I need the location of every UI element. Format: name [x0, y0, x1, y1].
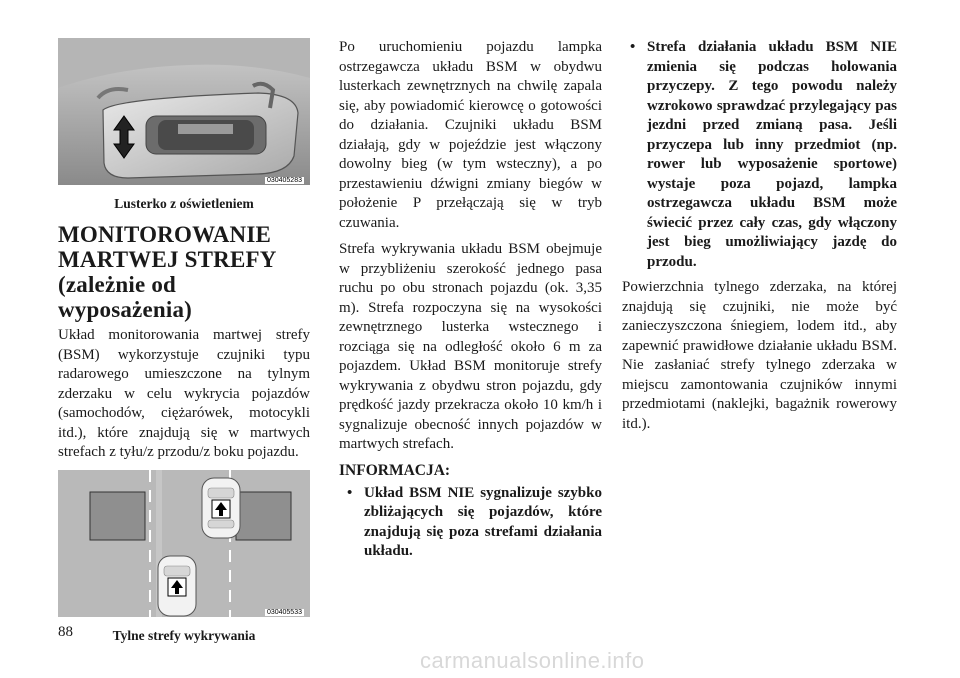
detection-zones-figure — [58, 470, 310, 622]
info-list-item-text: Układ BSM NIE sygnalizuje szybko zbliżających się pojazdów, które znajdują się poza strefami działania układu. — [364, 484, 602, 559]
section-title-line: MONITOROWANIE — [58, 222, 272, 247]
bullet-icon: • — [630, 39, 636, 55]
info-heading: INFORMACJA: — [339, 461, 451, 479]
vanity-mirror-figure — [58, 38, 310, 190]
bullet-icon: • — [347, 484, 353, 501]
info-list-item — [339, 484, 602, 562]
figure-caption: Tylne strefy wykrywania — [112, 627, 256, 643]
body-paragraph: Powierzchnia tylnego zderzaka, na której znajdują się czujniki, nie może być zanieczyszczona śniegiem, lodem itd., aby zapewnić prawidłowe działanie układu BSM. Nie zasłaniać strefy tylnego zderzaka w miejscu zamontowania czujników innymi przedmiotami (naklejki, bagażnik rowerowy itd.). — [622, 279, 897, 432]
left-column — [58, 38, 310, 654]
info-list — [339, 484, 602, 562]
vanity-mirror-illustration — [58, 38, 310, 185]
info-list-item — [622, 38, 897, 272]
right-column — [622, 38, 897, 441]
figure-code: 030405283 — [266, 177, 302, 184]
body-paragraph: Po uruchomieniu pojazdu lampka ostrzegawcza układu BSM w obydwu lusterkach zewnętrznych na chwilę zapala się, aby powiadomić kierowcę o gotowości do działania. Czujniki układu BSM działają, gdy w pojeździe jest włączony dowolny bieg (w tym wsteczny), a po przestawieniu dźwigni zmiany biegów w położenie P przełączają się w tryb czuwania. — [339, 39, 602, 231]
info-list — [622, 38, 897, 272]
detection-zones-illustration — [58, 470, 310, 617]
middle-column — [339, 38, 602, 568]
section-title-line: MARTWEJ STREFY — [58, 247, 277, 272]
section-title — [58, 222, 310, 322]
intro-paragraph: Układ monitorowania martwej strefy (BSM) wykorzystuje czujniki typu radarowego umieszczone na tylnym zderzaku w celu wykrycia pojazdów (samochodów, ciężarówek, motocykli itd.), które znajdują się w martwych strefach z tyłu/z przodu/z boku pojazdu. — [58, 327, 310, 460]
section-title-line: (zależnie od wyposażenia) — [58, 272, 193, 322]
info-list-item-text: Strefa działania układu BSM NIE zmienia się podczas holowania przyczepy. Z tego powodu należy wzrokowo sprawdzać przylegający pas jezdni przed zmianą pasa. Jeśli przyczepa lub inny przedmiot (np. rower lub wyposażenie sportowe) wystaje poza pojazd, lampka ostrzegawcza układu BSM może świecić przez cały czas, gdy włączony jest bieg umożliwiający jazdę do przodu. — [647, 39, 897, 270]
page-number: 88 — [58, 624, 73, 640]
watermark: carmanualsonline.info — [420, 648, 645, 673]
figure-caption: Lusterko z oświetleniem — [114, 196, 254, 211]
figure-code: 030405533 — [266, 608, 302, 616]
body-paragraph: Strefa wykrywania układu BSM obejmuje w przybliżeniu szerokość jednego pasa ruchu po obu stronach pojazdu (ok. 3,35 m). Strefa rozpoczyna się na wysokości zewnętrznego lusterka wstecznego i rozciąga się na odległość około 6 m za pojazdem. Układ BSM monitoruje strefy wykrywania z obydwu stron pojazdu, gdy prędkość jazdy przekracza około 10 km/h i sygnalizuje obecność innych pojazdów w martwych strefach. — [339, 241, 602, 452]
